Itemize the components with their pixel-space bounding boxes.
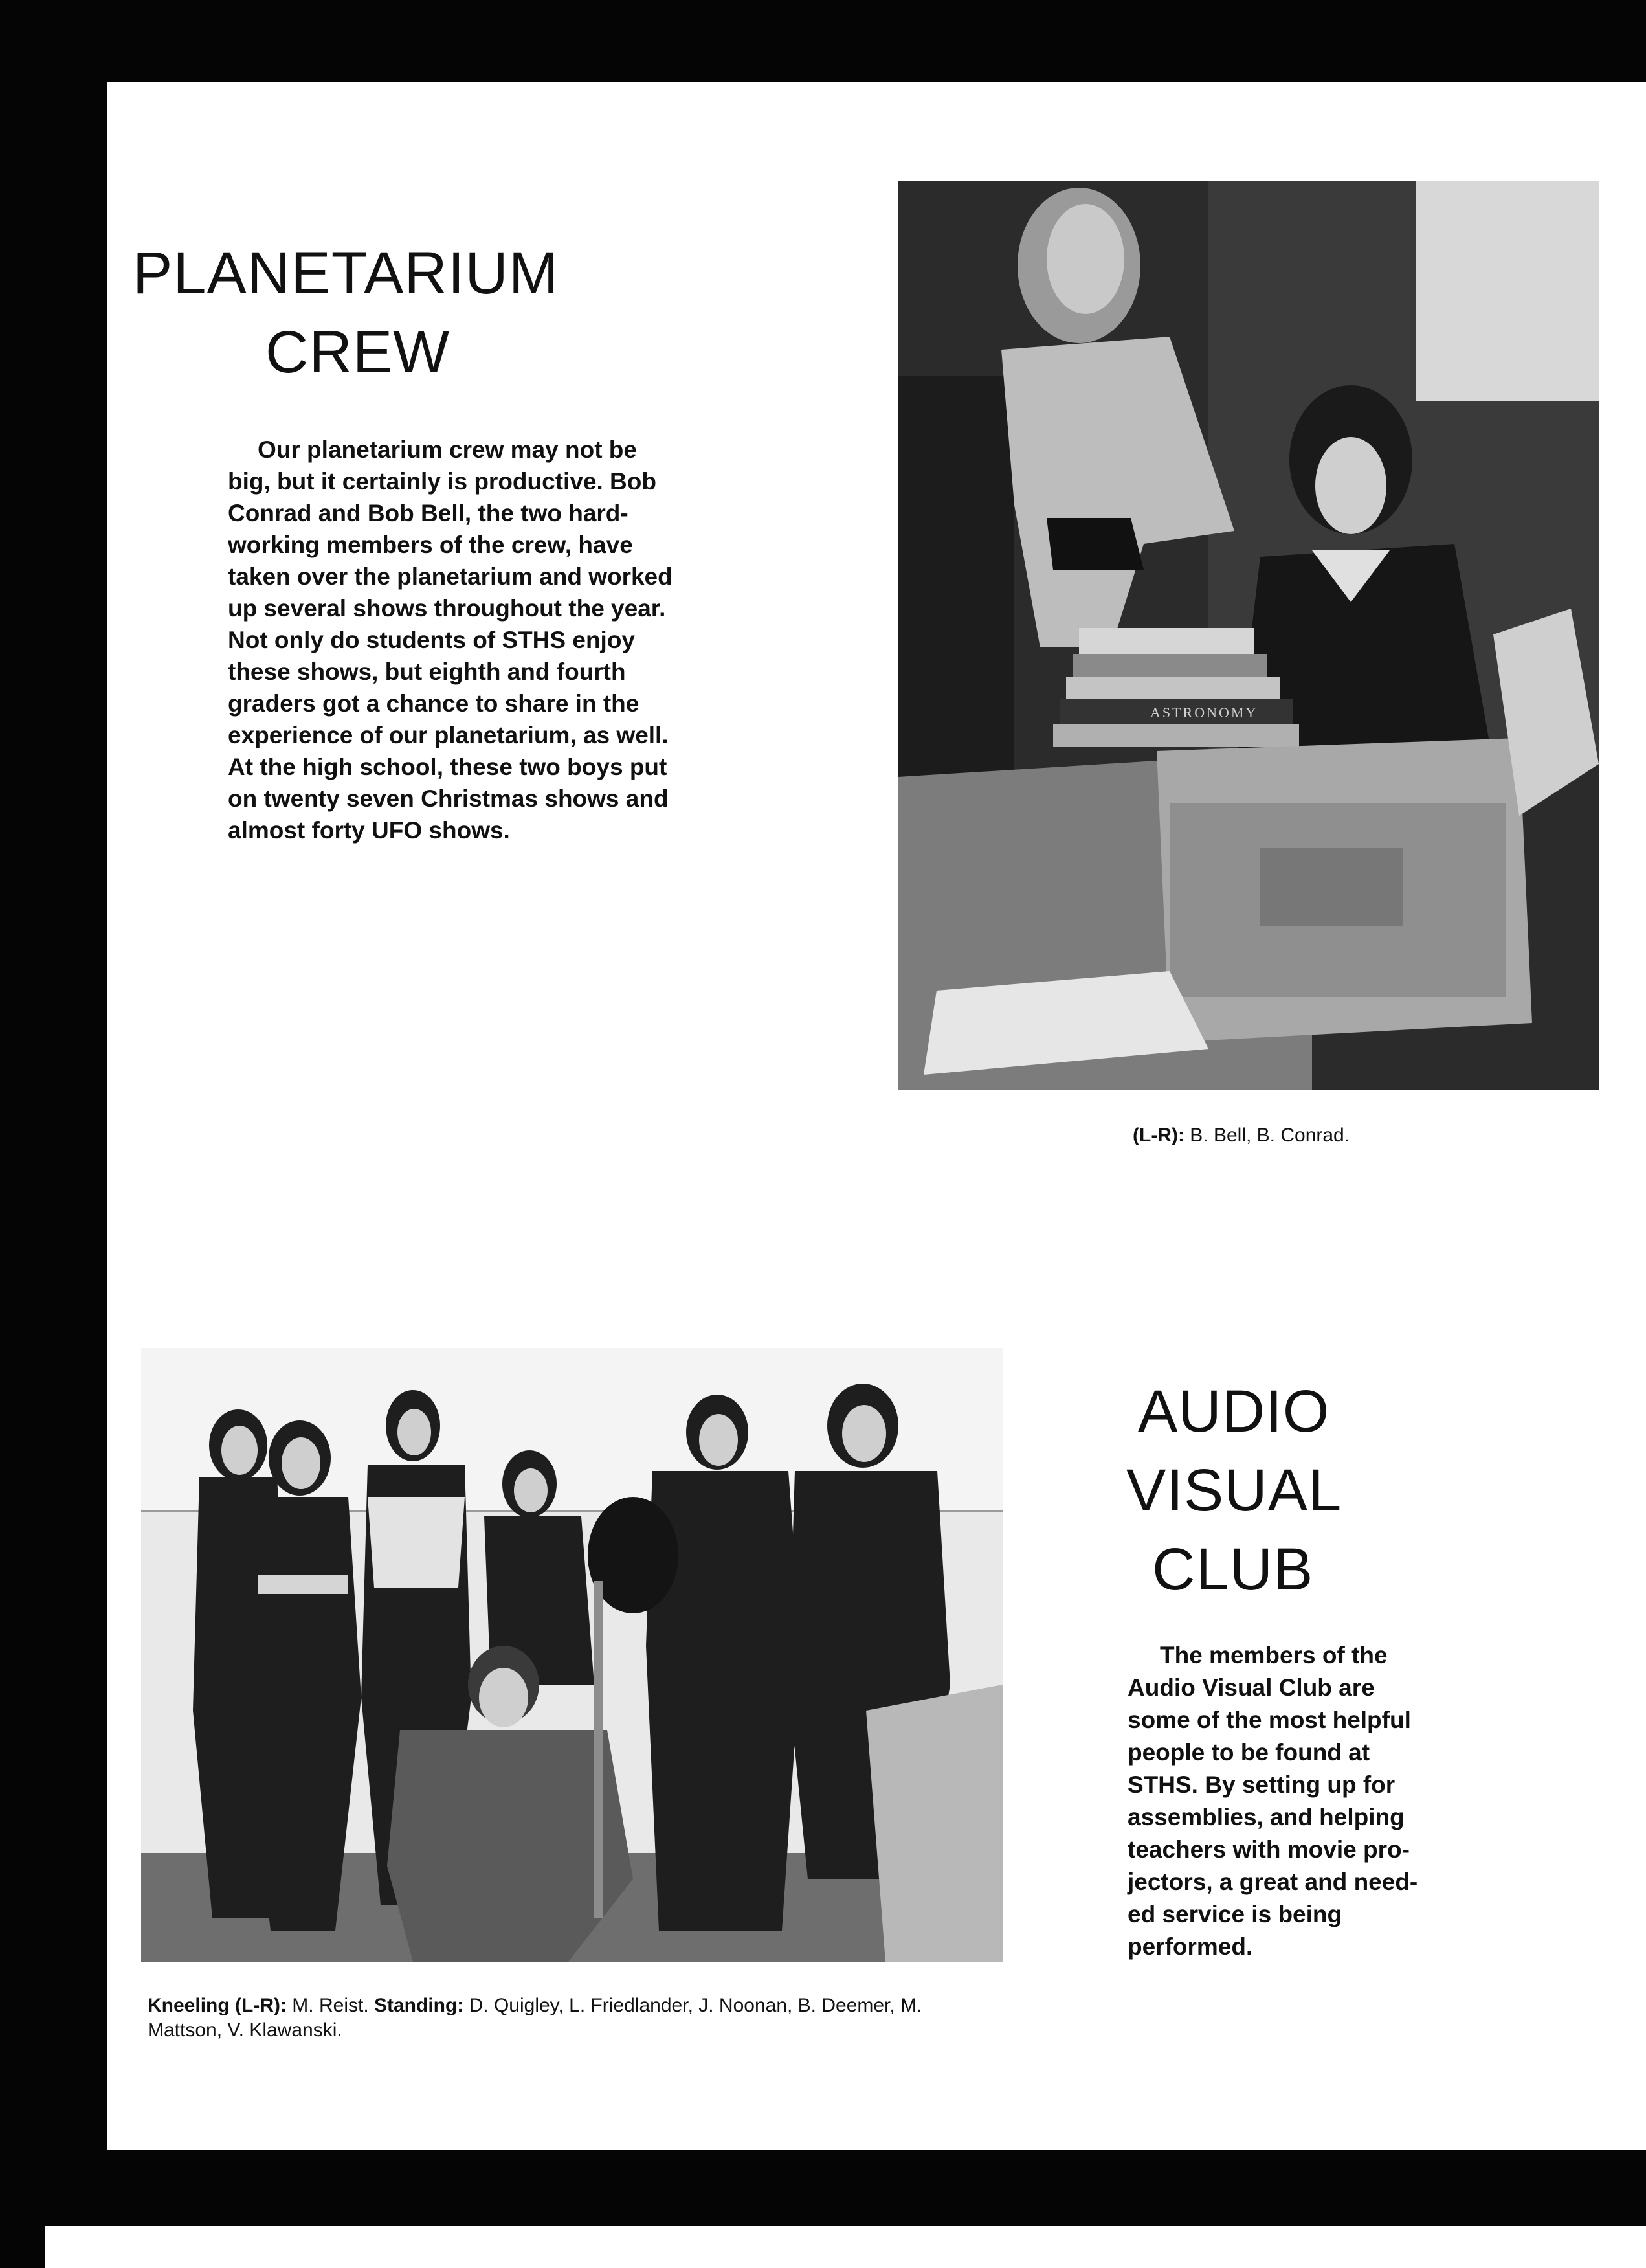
audio-visual-title-line3: CLUB — [1152, 1536, 1314, 1602]
audio-visual-body-line: ed service is being — [1128, 1901, 1342, 1927]
audio-visual-body-line: STHS. By setting up for — [1128, 1771, 1396, 1798]
planetarium-caption-label: (L-R): — [1133, 1125, 1184, 1146]
caption-standing-label: Standing: — [373, 1995, 464, 2016]
bottom-border-bar — [0, 2150, 1646, 2226]
planetarium-caption-names: B. Bell, B. Conrad. — [1184, 1125, 1350, 1146]
left-border-bar — [0, 0, 107, 2268]
planetarium-body-line: these shows, but eighth and fourth — [228, 658, 626, 685]
audio-visual-body-line: teachers with movie pro- — [1128, 1836, 1410, 1863]
planetarium-body-line: At the high school, these two boys put — [228, 754, 667, 780]
caption-kneeling-names: M. Reist. — [286, 1995, 374, 2016]
planetarium-body-line: Not only do students of STHS enjoy — [228, 627, 635, 653]
audio-visual-club-photo — [141, 1348, 1003, 1962]
planetarium-title-line1: PLANETARIUM — [133, 240, 559, 306]
planetarium-body-line: almost forty UFO shows. — [228, 817, 510, 844]
audio-visual-body-line: some of the most helpful — [1128, 1707, 1411, 1733]
planetarium-body-line: big, but it certainly is productive. Bob — [228, 468, 656, 495]
planetarium-photo-illustration — [898, 181, 1599, 1090]
photo-book-spine-text: ASTRONOMY — [1150, 704, 1258, 721]
audio-visual-body-line: jectors, a great and need- — [1128, 1869, 1418, 1895]
planetarium-body-line: taken over the planetarium and worked — [228, 563, 673, 590]
planetarium-body-line: Conrad and Bob Bell, the two hard- — [228, 500, 628, 526]
planetarium-title-line2: CREW — [265, 319, 450, 385]
planetarium-body-line: experience of our planetarium, as well. — [228, 722, 669, 748]
caption-standing-names-line1: D. Quigley, L. Friedlander, J. Noonan, B. Deemer, M. — [463, 1995, 922, 2016]
bottom-corner-bar — [0, 2226, 1646, 2268]
audio-visual-caption-line1 — [148, 1993, 1028, 2018]
left-bottom-bar — [0, 2226, 45, 2268]
audio-visual-title-line1: AUDIO — [1138, 1378, 1330, 1444]
audio-visual-title-line2: VISUAL — [1126, 1457, 1342, 1523]
top-border-bar — [0, 0, 1646, 82]
caption-kneeling-label: Kneeling (L-R): — [148, 1995, 287, 2016]
caption-standing-names-line2: Mattson, V. Klawanski. — [148, 2019, 342, 2041]
planetarium-body-line: up several shows throughout the year. — [228, 595, 666, 622]
audio-visual-body — [1128, 1639, 1451, 1963]
planetarium-body-line: working members of the crew, have — [228, 532, 633, 558]
audio-visual-photo-caption — [148, 1993, 1028, 2043]
audio-visual-body-line: assemblies, and helping — [1128, 1804, 1405, 1830]
planetarium-body-line: Our planetarium crew may not be — [258, 436, 637, 463]
audio-visual-body-line: Audio Visual Club are — [1128, 1674, 1375, 1701]
audio-visual-body-line: The members of the — [1160, 1642, 1388, 1668]
audio-visual-body-line: performed. — [1128, 1933, 1253, 1960]
planetarium-crew-photo — [898, 181, 1599, 1090]
planetarium-photo-caption — [1133, 1123, 1350, 1148]
audio-visual-photo-illustration — [141, 1348, 1003, 1962]
planetarium-body-line: on twenty seven Christmas shows and — [228, 785, 669, 812]
audio-visual-body-line: people to be found at — [1128, 1739, 1370, 1766]
planetarium-body-line: graders got a chance to share in the — [228, 690, 639, 717]
planetarium-body — [228, 434, 733, 846]
